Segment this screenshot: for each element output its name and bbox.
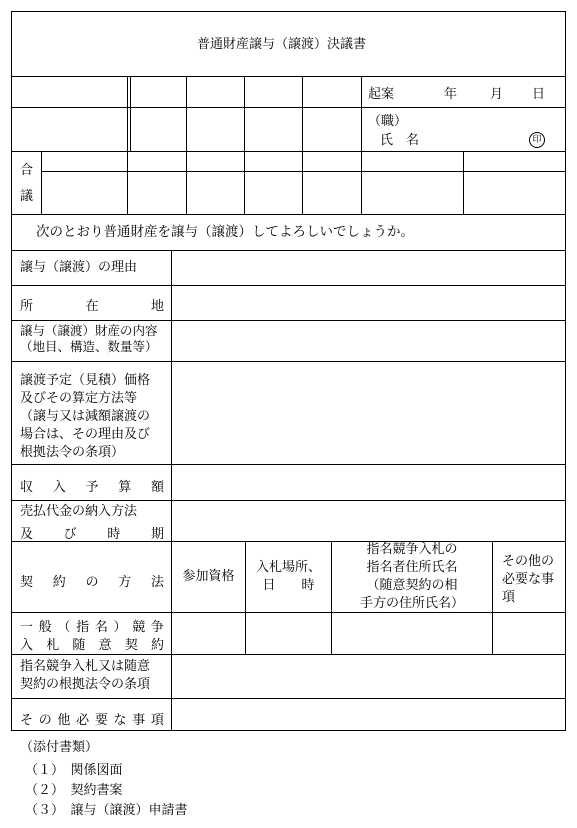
qualification-header: 参加資格: [182, 569, 235, 584]
payment-label-line2: 及 び 時 期: [20, 527, 164, 542]
general-label-line2: 入 札 随 意 契 約: [20, 638, 164, 653]
gogi-label-ai: 合: [20, 163, 34, 178]
payment-label-line1: 売払代金の納入方法: [20, 504, 138, 519]
attachments-header: （添付書類）: [20, 740, 99, 755]
other-matters-label: そ の 他 必 要 な 事 項: [20, 713, 164, 728]
content-label-line2: （地目、構造、数量等）: [20, 339, 158, 354]
kian-label: 起案: [368, 87, 395, 102]
shoku-label: （職）: [368, 114, 408, 129]
price-label-line: （譲与又は減額譲渡の: [20, 409, 151, 424]
day-label: 日: [532, 87, 546, 102]
content-label: [20, 323, 158, 355]
month-label: 月: [490, 87, 504, 102]
attachment-item: （３） 譲与（譲渡）申請書: [25, 803, 188, 818]
place-time-header: 入札場所、 日 時: [255, 560, 321, 593]
nominee-header: 指名競争入札の 指名者住所氏名 （随意契約の相 手方の住所氏名）: [359, 542, 464, 611]
contract-method-label: 契 約 の 方 法: [20, 575, 164, 590]
price-label-line: 譲渡予定（見積）価格: [20, 373, 151, 388]
location-label: 所 在 地: [20, 299, 164, 314]
revenue-label: 収 入 予 算 額: [20, 480, 164, 495]
shimei-label: 氏 名: [380, 133, 420, 148]
price-label-line: 及びその算定方法等: [20, 391, 138, 406]
price-label: [20, 372, 150, 462]
price-label-line: 根拠法令の条項）: [20, 445, 125, 460]
gogi-label-gi: 議: [20, 189, 34, 204]
other-needed-header: その他の 必要な事 項: [502, 554, 555, 605]
document-title: 普通財産譲与（譲渡）決議書: [197, 37, 367, 52]
legal-basis-label: 指名競争入札又は随意 契約の根拠法令の条項: [20, 659, 151, 692]
content-label-line1: 譲与（譲渡）財産の内容: [20, 323, 158, 338]
seal-mark-icon: 印: [529, 132, 545, 148]
attachment-item: （１） 関係図面: [25, 763, 123, 778]
year-label: 年: [444, 87, 458, 102]
general-label-line1: 一 般 （ 指 名 ） 競 争: [20, 620, 164, 635]
statement-text: 次のとおり普通財産を譲与（譲渡）してよろしいでしょうか。: [36, 224, 414, 240]
attachment-item: （２） 契約書案: [25, 783, 123, 798]
price-label-line: 場合は、その理由及び: [20, 427, 151, 442]
reason-label: 譲与（譲渡）の理由: [20, 260, 138, 275]
